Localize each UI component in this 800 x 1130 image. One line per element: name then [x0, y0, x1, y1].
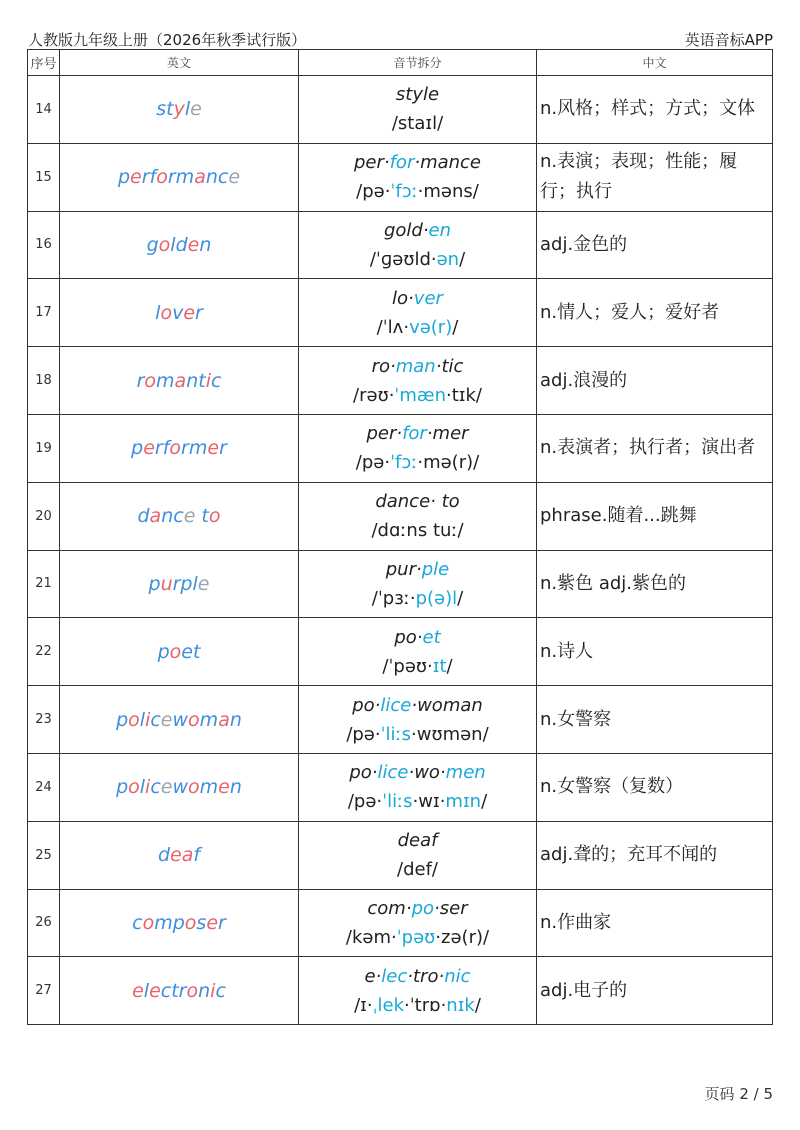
text-segment: y	[173, 98, 185, 121]
column-header-chinese: 中文	[537, 50, 773, 76]
text-segment: ea	[170, 844, 194, 867]
text-segment: nic	[444, 965, 471, 987]
text-segment: ·tɪk/	[446, 384, 482, 406]
text-segment: r	[136, 369, 145, 392]
text-segment: o	[160, 301, 173, 324]
table-row	[28, 957, 773, 1025]
syllables	[299, 758, 536, 787]
text-segment: /pə·	[355, 452, 391, 474]
text-segment: s	[196, 911, 207, 934]
text-segment: /dɑːns tuː/	[371, 520, 464, 542]
text-segment: n	[198, 979, 211, 1002]
text-segment: /ˈlʌ·	[376, 316, 410, 338]
text-segment: /	[452, 316, 459, 338]
text-segment: o	[158, 233, 171, 256]
english-word	[60, 347, 299, 415]
text-segment: o	[142, 911, 155, 934]
text-segment: ·wʊmən/	[411, 723, 489, 745]
chinese-meaning: n.表演；表现；性能；履行；执行	[537, 143, 773, 211]
text-segment: ro·	[371, 355, 396, 377]
text-segment: per·	[366, 423, 403, 445]
row-number: 23	[28, 686, 60, 754]
table-row	[28, 347, 773, 415]
text-segment: o	[186, 979, 199, 1002]
syllable-split	[299, 211, 537, 279]
text-segment: nt	[186, 369, 206, 392]
text-segment: o	[128, 776, 140, 799]
row-number: 18	[28, 347, 60, 415]
text-segment: t	[192, 640, 201, 663]
text-segment: i	[210, 979, 216, 1002]
text-segment: ·ser	[434, 897, 468, 919]
text-segment: a	[194, 166, 206, 189]
chinese-meaning: adj.金色的	[537, 211, 773, 279]
table-row	[28, 211, 773, 279]
text-segment: e	[206, 911, 219, 934]
phonetic	[299, 109, 536, 138]
syllables	[299, 80, 536, 109]
text-segment: ˈmæn	[394, 384, 446, 406]
table-row	[28, 821, 773, 889]
syllables	[299, 555, 536, 584]
text-segment: ˈliːs	[382, 791, 413, 813]
text-segment: r	[219, 437, 227, 460]
table-row	[28, 618, 773, 686]
chinese-meaning: n.女警察	[537, 686, 773, 754]
text-segment: a	[149, 505, 162, 528]
text-segment: e	[183, 301, 196, 324]
text-segment: rm	[167, 166, 195, 189]
text-segment: /pə·	[347, 791, 383, 813]
text-segment: o	[188, 708, 200, 731]
text-segment: n	[229, 776, 242, 799]
text-segment: ld	[170, 233, 188, 256]
text-segment: l	[143, 979, 150, 1002]
text-segment: t	[195, 505, 209, 528]
table-row	[28, 482, 773, 550]
text-segment: for	[389, 152, 415, 174]
syllable-split	[299, 753, 537, 821]
table-row	[28, 279, 773, 347]
english-word	[60, 143, 299, 211]
syllable-split	[299, 76, 537, 144]
text-segment: e·	[364, 965, 382, 987]
text-segment: /ˈɡəʊld·	[369, 248, 437, 270]
english-word	[60, 482, 299, 550]
syllables	[299, 623, 536, 652]
text-segment: ·wɪ·	[412, 791, 446, 813]
phonetic	[299, 448, 536, 477]
text-segment: d	[137, 505, 150, 528]
syllable-split	[299, 889, 537, 957]
syllable-split	[299, 143, 537, 211]
text-segment: /pə·	[356, 181, 391, 203]
row-number: 20	[28, 482, 60, 550]
text-segment: lice	[380, 694, 412, 716]
text-segment: deaf	[397, 830, 438, 852]
phonetic	[299, 787, 536, 816]
text-segment: /def/	[397, 859, 438, 881]
text-segment: rf	[141, 166, 157, 189]
text-segment: e	[149, 979, 161, 1002]
text-segment: e	[207, 437, 220, 460]
text-segment: nc	[161, 505, 184, 528]
text-segment: m	[199, 708, 219, 731]
text-segment: rpl	[172, 572, 198, 595]
text-segment: /	[474, 994, 481, 1016]
row-number: 17	[28, 279, 60, 347]
chinese-meaning: n.女警察（复数）	[537, 753, 773, 821]
text-segment: style	[395, 84, 440, 106]
syllables	[299, 419, 536, 448]
text-segment: p	[131, 437, 144, 460]
text-segment: e	[190, 98, 202, 121]
text-segment: o	[156, 166, 168, 189]
text-segment: ·mə(r)/	[417, 452, 480, 474]
text-segment: m	[156, 369, 175, 392]
row-number: 22	[28, 618, 60, 686]
text-segment: v	[172, 301, 184, 324]
chinese-meaning: n.作曲家	[537, 889, 773, 957]
row-number: 19	[28, 414, 60, 482]
syllable-split	[299, 482, 537, 550]
text-segment: a	[174, 369, 187, 392]
syllable-split	[299, 618, 537, 686]
english-word	[60, 279, 299, 347]
text-segment: o	[169, 437, 182, 460]
row-number: 26	[28, 889, 60, 957]
text-segment: c	[210, 369, 222, 392]
text-segment: c	[150, 776, 161, 799]
column-header-english: 英文	[60, 50, 299, 76]
text-segment: e	[218, 776, 230, 799]
text-segment: ən	[436, 248, 460, 270]
text-segment: men	[445, 762, 486, 784]
text-segment: n	[229, 708, 242, 731]
phonetic	[299, 381, 536, 410]
text-segment: n	[199, 233, 212, 256]
text-segment: /rəʊ·	[353, 384, 395, 406]
text-segment: r	[218, 911, 226, 934]
chinese-meaning: adj.聋的；充耳不闻的	[537, 821, 773, 889]
chinese-meaning: adj.电子的	[537, 957, 773, 1025]
text-segment: e	[197, 572, 210, 595]
text-segment: mɪn	[445, 791, 482, 813]
text-segment: m	[199, 776, 219, 799]
table-row	[28, 550, 773, 618]
phonetic	[299, 652, 536, 681]
text-segment: ˈliːs	[380, 723, 412, 745]
text-segment: r	[195, 301, 203, 324]
text-segment: ·zə(r)/	[435, 926, 490, 948]
table-row	[28, 686, 773, 754]
text-segment: rm	[181, 437, 208, 460]
text-segment: və(r)	[409, 316, 453, 338]
syllable-split	[299, 686, 537, 754]
text-segment: ver	[413, 287, 443, 309]
app-name: 英语音标APP	[684, 31, 773, 49]
syllables	[299, 352, 536, 381]
text-segment: w	[172, 776, 189, 799]
text-segment: ·məns/	[417, 181, 479, 203]
text-segment: c	[215, 979, 226, 1002]
text-segment: p	[148, 572, 161, 595]
phonetic	[299, 516, 536, 545]
syllables	[299, 894, 536, 923]
text-segment: ·mance	[414, 152, 482, 174]
text-segment: /staɪl/	[391, 113, 444, 135]
column-header-number: 序号	[28, 50, 60, 76]
row-number: 27	[28, 957, 60, 1025]
text-segment: /	[446, 655, 453, 677]
row-number: 24	[28, 753, 60, 821]
text-segment: mp	[154, 911, 185, 934]
text-segment: ˈpəʊ	[396, 926, 436, 948]
syllable-split	[299, 821, 537, 889]
english-word	[60, 414, 299, 482]
text-segment: o	[169, 640, 182, 663]
phonetic	[299, 855, 536, 884]
row-number: 14	[28, 76, 60, 144]
vocabulary-table	[27, 49, 773, 1025]
text-segment: for	[402, 423, 427, 445]
text-segment: e	[160, 708, 173, 731]
text-segment: o	[208, 505, 221, 528]
english-word	[60, 889, 299, 957]
syllable-split	[299, 414, 537, 482]
text-segment: e	[132, 979, 144, 1002]
table-row	[28, 414, 773, 482]
text-segment: g	[146, 233, 159, 256]
phonetic	[299, 313, 536, 342]
text-segment: com·	[367, 897, 412, 919]
text-segment: /	[457, 587, 464, 609]
text-segment: ˈfɔː	[390, 181, 418, 203]
text-segment: ɪt	[432, 655, 447, 677]
english-word	[60, 550, 299, 618]
text-segment: /ɪ·	[354, 994, 373, 1016]
text-segment: d	[157, 844, 170, 867]
text-segment: ·tic	[435, 355, 464, 377]
text-segment: po·	[352, 694, 381, 716]
english-word	[60, 211, 299, 279]
chinese-meaning: n.表演者；执行者；演出者	[537, 414, 773, 482]
phonetic	[299, 991, 536, 1020]
text-segment: /	[481, 791, 488, 813]
text-segment: u	[160, 572, 173, 595]
text-segment: c	[132, 911, 143, 934]
text-segment: st	[156, 98, 174, 121]
english-word	[60, 957, 299, 1025]
phonetic	[299, 245, 536, 274]
english-word	[60, 686, 299, 754]
text-segment: e	[228, 166, 241, 189]
text-segment: i	[145, 776, 151, 799]
text-segment: i	[145, 708, 151, 731]
text-segment: lec	[381, 965, 408, 987]
document-title: 人教版九年级上册（2026年秋季试行版）	[28, 31, 307, 49]
text-segment: l	[139, 776, 146, 799]
table-row	[28, 753, 773, 821]
text-segment: c	[150, 708, 161, 731]
text-segment: nc	[205, 166, 229, 189]
table-row	[28, 143, 773, 211]
syllables	[299, 216, 536, 245]
text-segment: w	[172, 708, 189, 731]
syllable-split	[299, 279, 537, 347]
text-segment: man	[395, 355, 436, 377]
english-word	[60, 821, 299, 889]
text-segment: o	[144, 369, 157, 392]
phonetic	[299, 720, 536, 749]
text-segment: /kəm·	[345, 926, 397, 948]
phonetic	[299, 177, 536, 206]
text-segment: po·	[349, 762, 378, 784]
table-row	[28, 889, 773, 957]
text-segment: /	[459, 248, 466, 270]
text-segment: dance· to	[375, 491, 460, 513]
text-segment: gold·	[383, 219, 429, 241]
text-segment: en	[428, 219, 452, 241]
text-segment: l	[184, 98, 191, 121]
text-segment: lice	[377, 762, 409, 784]
chinese-meaning: adj.浪漫的	[537, 347, 773, 415]
row-number: 16	[28, 211, 60, 279]
page-number: 页码 2 / 5	[704, 1085, 773, 1103]
english-word	[60, 618, 299, 686]
text-segment: nɪk	[446, 994, 475, 1016]
syllables	[299, 148, 536, 177]
text-segment: ·ˈtrɒ·	[404, 994, 447, 1016]
syllable-split	[299, 957, 537, 1025]
text-segment: ·woman	[411, 694, 483, 716]
text-segment: /pə·	[346, 723, 381, 745]
text-segment: l	[155, 301, 161, 324]
text-segment: ·tro·	[407, 965, 445, 987]
text-segment: e	[187, 233, 200, 256]
text-segment: ctr	[160, 979, 187, 1002]
english-word	[60, 753, 299, 821]
text-segment: po	[411, 897, 435, 919]
text-segment: o	[184, 911, 197, 934]
phonetic	[299, 923, 536, 952]
phonetic	[299, 584, 536, 613]
syllables	[299, 284, 536, 313]
text-segment: a	[218, 708, 230, 731]
chinese-meaning: phrase.随着...跳舞	[537, 482, 773, 550]
text-segment: f	[193, 844, 201, 867]
text-segment: po·	[394, 626, 423, 648]
text-segment: p	[117, 166, 131, 189]
text-segment: lo·	[392, 287, 414, 309]
text-segment: et	[422, 626, 441, 648]
text-segment: e	[143, 437, 155, 460]
column-header-syllables: 音节拆分	[299, 50, 537, 76]
table-row	[28, 76, 773, 144]
syllables	[299, 962, 536, 991]
text-segment: per·	[353, 152, 390, 174]
text-segment: pur·	[385, 558, 422, 580]
text-segment: ·mer	[426, 423, 469, 445]
row-number: 15	[28, 143, 60, 211]
row-number: 25	[28, 821, 60, 889]
chinese-meaning: n.风格；样式；方式；文体	[537, 76, 773, 144]
text-segment: /ˈpɜː·	[371, 587, 416, 609]
text-segment: ˈfɔː	[390, 452, 418, 474]
english-word	[60, 76, 299, 144]
row-number: 21	[28, 550, 60, 618]
syllable-split	[299, 550, 537, 618]
chinese-meaning: n.情人；爱人；爱好者	[537, 279, 773, 347]
text-segment: o	[128, 708, 140, 731]
chinese-meaning: n.诗人	[537, 618, 773, 686]
text-segment: p(ə)l	[415, 587, 458, 609]
syllables	[299, 826, 536, 855]
table-body	[28, 76, 773, 1025]
text-segment: /ˈpəʊ·	[382, 655, 433, 677]
text-segment: e	[160, 776, 173, 799]
text-segment: i	[205, 369, 211, 392]
text-segment: ple	[421, 558, 450, 580]
text-segment: rf	[154, 437, 170, 460]
text-segment: o	[188, 776, 200, 799]
syllable-split	[299, 347, 537, 415]
text-segment: p	[157, 640, 170, 663]
text-segment: p	[116, 708, 129, 731]
text-segment: e	[130, 166, 142, 189]
text-segment: l	[139, 708, 146, 731]
text-segment: e	[183, 505, 196, 528]
text-segment: e	[181, 640, 193, 663]
syllables	[299, 691, 536, 720]
text-segment: ˌlek	[372, 994, 405, 1016]
syllables	[299, 487, 536, 516]
text-segment: ·wo·	[408, 762, 446, 784]
table-header-row	[28, 50, 773, 76]
chinese-meaning: n.紫色 adj.紫色的	[537, 550, 773, 618]
text-segment: p	[116, 776, 129, 799]
